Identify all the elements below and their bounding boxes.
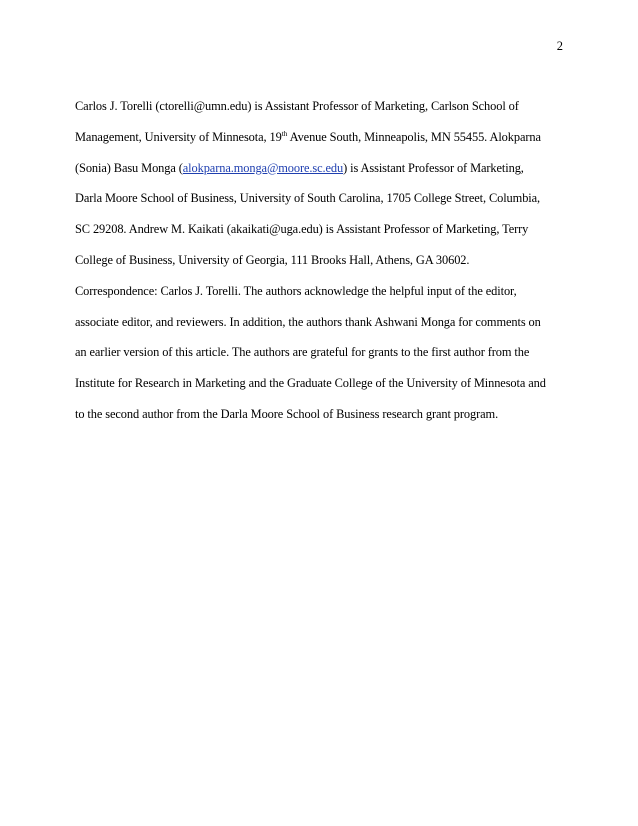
text-line: Correspondence: Carlos J. Torelli. The authors acknowledge the helpful input of the editor,: [75, 283, 517, 298]
page-number: 2: [556, 39, 563, 53]
text-span: (Sonia) Basu Monga (: [75, 160, 183, 175]
superscript-th: th: [281, 128, 288, 138]
text-span: ) is Assistant Professor of Marketing,: [343, 160, 524, 175]
text-line: College of Business, University of Georgia, 111 Brooks Hall, Athens, GA 30602.: [75, 252, 470, 267]
text-line: Institute for Research in Marketing and the Graduate College of the University of Minnesota and: [75, 376, 546, 391]
text-span: Avenue South, Minneapolis, MN 55455. Alokparna: [287, 129, 541, 144]
text-span: Management, University of Minnesota, 19: [75, 129, 282, 144]
text-line: an earlier version of this article. The authors are grateful for grants to the first author from the: [75, 345, 530, 360]
text-line: Carlos J. Torelli (ctorelli@umn.edu) is Assistant Professor of Marketing, Carlson School of: [75, 99, 519, 113]
text-line: [75, 160, 575, 191]
text-line: [75, 129, 575, 160]
text-line: to the second author from the Darla Moore School of Business research grant program.: [75, 406, 499, 421]
text-line: associate editor, and reviewers. In addition, the authors thank Ashwani Monga for comments on: [75, 314, 541, 329]
email-link-monga[interactable]: alokparna.monga@moore.sc.edu: [182, 160, 344, 175]
text-line: Darla Moore School of Business, University of South Carolina, 1705 College Street, Columbia,: [75, 191, 541, 206]
author-note-paragraph: [75, 98, 575, 437]
text-line: SC 29208. Andrew M. Kaikati (akaikati@uga.edu) is Assistant Professor of Marketing, Terry: [75, 222, 529, 237]
